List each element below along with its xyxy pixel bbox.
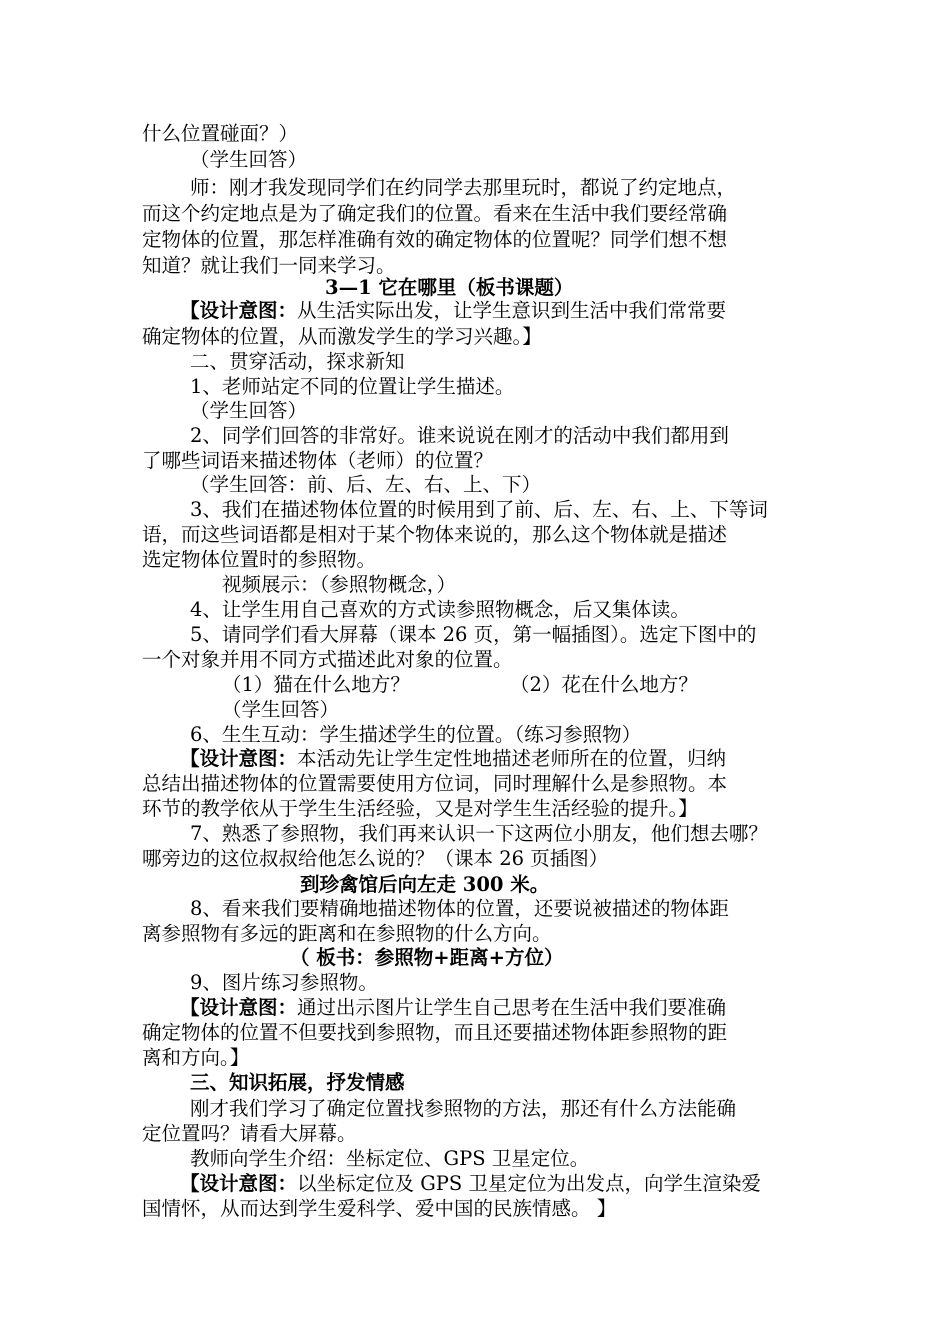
text-line: 刚才我们学习了确定位置找参照物的方法，那还有什么方法能确 [190, 1097, 737, 1120]
design-intent-label: 【设计意图： [180, 299, 298, 322]
text-line: （学生回答） [190, 399, 308, 422]
design-intent [180, 995, 726, 1021]
text-line: （学生回答：前、后、左、右、上、下） [190, 473, 542, 496]
design-intent [180, 298, 726, 324]
text-line: 2、同学们回答的非常好。谁来说说在刚才的活动中我们都用到 [190, 424, 729, 447]
design-intent-text: 以坐标定位及 GPS 卫星定位为出发点，向学生渲染爱 [297, 1172, 761, 1195]
text-line: 语，而这些词语都是相对于某个物体来说的，那么这个物体就是描述 [142, 523, 728, 546]
text-line: 确定物体的位置不但要找到参照物，而且还要描述物体距参照物的距 [142, 1021, 728, 1044]
text-line: （学生回答） [222, 698, 340, 721]
text-line: 6、生生互动：学生描述学生的位置。（练习参照物） [190, 723, 642, 746]
text-line: 什么位置碰面？） [142, 122, 299, 145]
text-line: 4、让学生用自己喜欢的方式读参照物概念，后又集体读。 [190, 598, 690, 621]
lesson-title: 3—1 它在哪里（板书课题） [325, 276, 574, 299]
section-heading: 二、贯穿活动，探求新知 [190, 350, 405, 373]
design-intent [180, 1171, 761, 1197]
text-line: 确定物体的位置，从而激发学生的学习兴趣。】 [142, 325, 542, 348]
question-2: （2）花在什么地方？ [510, 673, 698, 696]
text-line: 定位置吗？请看大屏幕。 [142, 1122, 357, 1145]
question-1: （1）猫在什么地方？ [222, 673, 410, 696]
text-line: 一个对象并用不同方式描述此对象的位置。 [142, 648, 513, 671]
text-line: 师：刚才我发现同学们在约同学去那里玩时，都说了约定地点， [190, 176, 737, 199]
text-line: 环节的教学依从于学生生活经验，又是对学生生活经验的提升。】 [142, 797, 698, 820]
text-line: 教师向学生介绍：坐标定位、GPS 卫星定位。 [190, 1147, 590, 1170]
design-intent-label: 【设计意图： [180, 1172, 298, 1195]
text-line: 哪旁边的这位叔叔给他怎么说的？（课本 26 页插图） [142, 847, 609, 870]
text-line: 9、图片练习参照物。 [190, 971, 378, 994]
design-intent-text: 通过出示图片让学生自己思考在生活中我们要准确 [297, 996, 727, 1019]
text-line: 离和方向。】 [142, 1046, 250, 1069]
design-intent-text: 本活动先让学生定性地描述老师所在的位置，归纳 [297, 747, 727, 770]
text-line: 视频展示：（参照物概念，） [222, 573, 457, 596]
text-line: 1、老师站定不同的位置让学生描述。 [190, 375, 515, 398]
section-heading: 三、知识拓展，抒发情感 [190, 1071, 405, 1094]
design-intent-text: 从生活实际出发，让学生意识到生活中我们常常要 [297, 299, 727, 322]
text-line: 知道？就让我们一同来学习。 [142, 254, 396, 277]
text-line: 离参照物有多远的距离和在参照物的什么方向。 [142, 922, 552, 945]
design-intent-label: 【设计意图： [180, 996, 298, 1019]
design-intent [180, 746, 726, 772]
text-line: 而这个约定地点是为了确定我们的位置。看来在生活中我们要经常确 [142, 202, 728, 225]
board-note: （ 板书：参照物+距离+方位） [290, 946, 564, 969]
text-line: 国情怀，从而达到学生爱科学、爱中国的民族情感。 】 [142, 1197, 617, 1220]
text-line: 了哪些词语来描述物体（老师）的位置？ [142, 449, 494, 472]
text-line: 选定物体位置时的参照物。 [142, 548, 377, 571]
text-line: （学生回答） [190, 148, 308, 171]
text-line: 总结出描述物体的位置需要使用方位词，同时理解什么是参照物。本 [142, 772, 728, 795]
text-line: 8、看来我们要精确地描述物体的位置，还要说被描述的物体距 [190, 897, 729, 920]
text-line: 3、我们在描述物体位置的时候用到了前、后、左、右、上、下等词 [190, 498, 768, 521]
text-line: 5、请同学们看大屏幕（课本 26 页，第一幅插图）。选定下图中的 [190, 623, 757, 646]
text-line: 7、熟悉了参照物，我们再来认识一下这两位小朋友，他们想去哪？ [190, 822, 768, 845]
directions-quote: 到珍禽馆后向左走 300 米。 [300, 873, 550, 896]
design-intent-label: 【设计意图： [180, 747, 298, 770]
text-line: 定物体的位置，那怎样准确有效的确定物体的位置呢？同学们想不想 [142, 228, 728, 251]
